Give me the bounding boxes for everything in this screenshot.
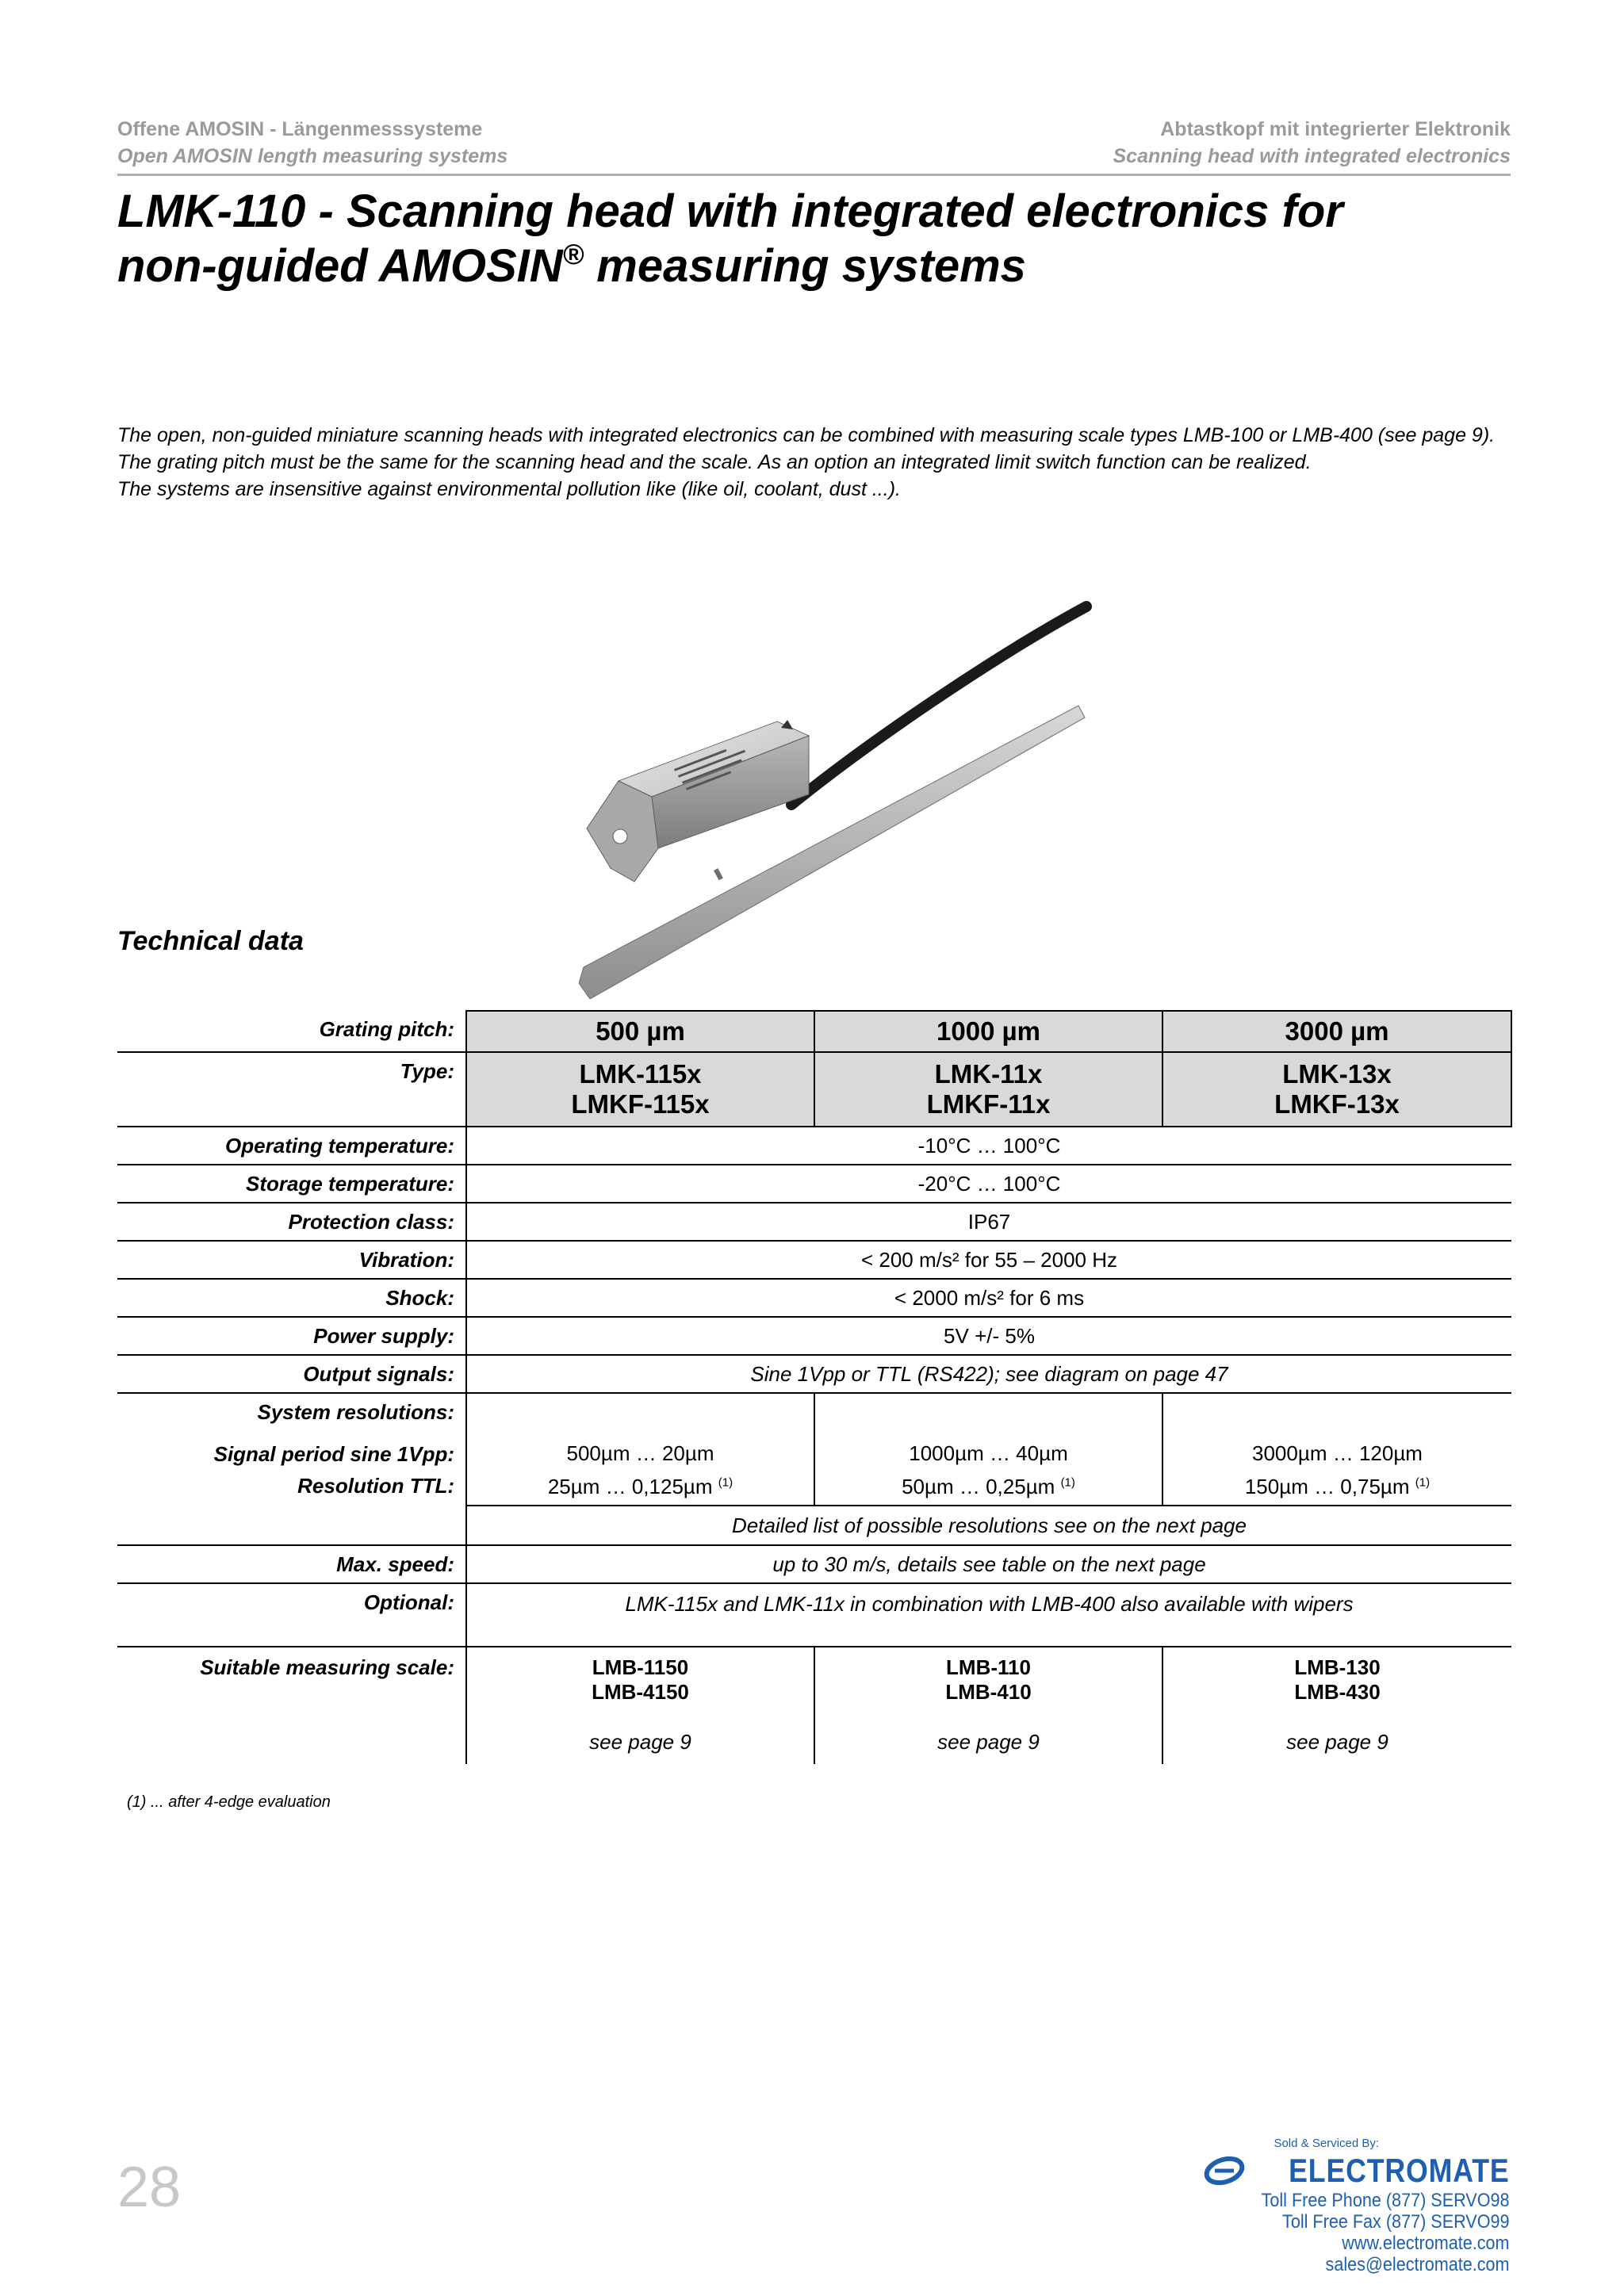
electromate-logo-icon: [1204, 2155, 1245, 2187]
resolution-ttl-1000: [814, 1469, 1162, 1506]
title-line-2-suffix: measuring systems: [584, 240, 1026, 292]
distributor-fax: Toll Free Fax (877) SERVO99: [1282, 2211, 1510, 2233]
distributor-phone: Toll Free Phone (877) SERVO98: [1262, 2190, 1510, 2211]
signal-period-500: 500µm … 20µm: [466, 1431, 814, 1469]
label-suitable-scale: Suitable measuring scale:: [200, 1655, 454, 1679]
scale-3-b: LMB-430: [1294, 1680, 1381, 1704]
label-signal-period: Signal period sine 1Vpp:: [213, 1442, 454, 1466]
value-output-signals: Sine 1Vpp or TTL (RS422); see diagram on page 47: [466, 1355, 1511, 1393]
label-output-signals: Output signals:: [117, 1355, 466, 1393]
scale-1-a: LMB-1150: [592, 1655, 689, 1679]
label-grating-pitch: Grating pitch:: [117, 1011, 466, 1052]
scale-1-see: see page 9: [589, 1730, 691, 1754]
row-max-speed: [117, 1545, 1511, 1583]
scale-1-b: LMB-4150: [592, 1680, 689, 1704]
pitch-3000: 3000 µm: [1162, 1011, 1511, 1052]
label-vibration: Vibration:: [117, 1241, 466, 1279]
type-col-1: [466, 1052, 814, 1127]
label-optional: Optional:: [117, 1583, 466, 1647]
label-storage-temperature: Storage temperature:: [117, 1165, 466, 1203]
distributor-website[interactable]: www.electromate.com: [1342, 2233, 1510, 2254]
running-header-right: [1113, 116, 1511, 170]
type-1-a: LMK-115x: [579, 1059, 702, 1089]
distributor-block: [1204, 2137, 1510, 2275]
header-right-english: Scanning head with integrated electronics: [1113, 145, 1511, 167]
cable: [791, 607, 1086, 805]
label-operating-temperature: Operating temperature:: [117, 1127, 466, 1165]
row-resolution-note: [117, 1506, 1511, 1545]
technical-data-table: [117, 1010, 1512, 1764]
value-optional: LMK-115x and LMK-11x in combination with LMB-400 also available with wipers: [466, 1583, 1511, 1647]
row-shock: [117, 1279, 1511, 1317]
value-power-supply: 5V +/- 5%: [466, 1317, 1511, 1355]
pitch-1000: 1000 µm: [814, 1011, 1162, 1052]
value-protection-class: IP67: [466, 1203, 1511, 1241]
title-line-1: LMK-110 - Scanning head with integrated electronics for: [117, 186, 1343, 237]
header-right-german: Abtastkopf mit integrierter Elektronik: [1160, 118, 1511, 140]
header-left-german: Offene AMOSIN - Längenmesssysteme: [117, 118, 483, 140]
resolution-ttl-3000-value: 150µm … 0,75µm: [1244, 1475, 1410, 1498]
intro-paragraph-3: The systems are insensitive against environmental pollution like (like oil, coolant, dust ...).: [117, 478, 901, 500]
scale-col-2: [814, 1647, 1162, 1764]
resolution-ttl-3000: [1162, 1469, 1511, 1506]
value-storage-temperature: -20°C … 100°C: [466, 1165, 1511, 1203]
row-system-resolutions: [117, 1393, 1511, 1431]
row-protection-class: [117, 1203, 1511, 1241]
label-resolution-ttl: Resolution TTL:: [297, 1474, 454, 1498]
scale-col-1: [466, 1647, 814, 1764]
type-2-a: LMK-11x: [934, 1059, 1043, 1089]
signal-period-3000: 3000µm … 120µm: [1162, 1431, 1511, 1469]
scale-2-b: LMB-410: [945, 1680, 1032, 1704]
label-power-supply: Power supply:: [117, 1317, 466, 1355]
label-system-resolutions: System resolutions:: [257, 1400, 454, 1424]
resolution-ttl-1000-value: 50µm … 0,25µm: [902, 1475, 1055, 1498]
type-col-2: [814, 1052, 1162, 1127]
row-vibration: [117, 1241, 1511, 1279]
resolution-note: Detailed list of possible resolutions see on the next page: [466, 1506, 1511, 1545]
section-title-technical-data: Technical data: [117, 926, 304, 956]
label-protection-class: Protection class:: [117, 1203, 466, 1241]
row-grating-pitch: [117, 1011, 1511, 1052]
row-optional: [117, 1583, 1511, 1647]
label-shock: Shock:: [117, 1279, 466, 1317]
row-resolution-ttl: [117, 1469, 1511, 1506]
value-operating-temperature: -10°C … 100°C: [466, 1127, 1511, 1165]
sold-by-label: Sold & Serviced By:: [1274, 2137, 1380, 2150]
registered-mark: ®: [562, 238, 584, 270]
row-type: [117, 1052, 1511, 1127]
row-operating-temperature: [117, 1127, 1511, 1165]
scale-2-a: LMB-110: [946, 1655, 1031, 1679]
type-1-b: LMKF-115x: [571, 1089, 710, 1119]
label-type: Type:: [117, 1052, 466, 1127]
value-shock: < 2000 m/s² for 6 ms: [466, 1279, 1511, 1317]
distributor-email[interactable]: sales@electromate.com: [1325, 2254, 1510, 2275]
resolution-ttl-500-value: 25µm … 0,125µm: [547, 1475, 713, 1498]
type-2-b: LMKF-11x: [926, 1089, 1051, 1119]
footnote-ref: (1): [1415, 1475, 1431, 1490]
type-col-3: [1162, 1052, 1511, 1127]
row-power-supply: [117, 1317, 1511, 1355]
header-divider: [117, 174, 1511, 176]
page-title: [117, 184, 1513, 293]
footnote-ref: (1): [718, 1475, 733, 1490]
value-vibration: < 200 m/s² for 55 – 2000 Hz: [466, 1241, 1511, 1279]
type-3-b: LMKF-13x: [1274, 1089, 1400, 1119]
intro-paragraph-2: The grating pitch must be the same for the scanning head and the scale. As an option an integrated limit switch function can be realized.: [117, 451, 1312, 473]
value-max-speed: up to 30 m/s, details see table on the next page: [466, 1545, 1511, 1583]
signal-period-1000: 1000µm … 40µm: [814, 1431, 1162, 1469]
footnote-ref: (1): [1060, 1475, 1075, 1490]
running-header-left: [117, 116, 508, 170]
title-line-2-prefix: non-guided AMOSIN: [117, 240, 563, 292]
distributor-name: ELECTROMATE: [1289, 2152, 1510, 2189]
footnote: (1) ... after 4-edge evaluation: [127, 1793, 331, 1811]
page-number: 28: [117, 2156, 182, 2219]
intro-paragraph-1: The open, non-guided miniature scanning heads with integrated electronics can be combined with measuring scale types LMB-100 or LMB-400 (see page 9).: [117, 424, 1496, 446]
row-output-signals: [117, 1355, 1511, 1393]
intro-text: [117, 422, 1521, 503]
product-photo: [579, 587, 1118, 999]
distributor-logo: [1204, 2152, 1510, 2190]
resolution-ttl-500: [466, 1469, 814, 1506]
scale-3-see: see page 9: [1286, 1730, 1388, 1754]
row-signal-period: [117, 1431, 1511, 1469]
scale-col-3: [1162, 1647, 1511, 1764]
header-left-english: Open AMOSIN length measuring systems: [117, 145, 508, 167]
pitch-500: 500 µm: [466, 1011, 814, 1052]
type-3-a: LMK-13x: [1282, 1059, 1392, 1089]
scale-2-see: see page 9: [937, 1730, 1040, 1754]
row-storage-temperature: [117, 1165, 1511, 1203]
scale-3-a: LMB-130: [1294, 1655, 1381, 1679]
row-suitable-scale: [117, 1647, 1511, 1764]
label-max-speed: Max. speed:: [117, 1545, 466, 1583]
